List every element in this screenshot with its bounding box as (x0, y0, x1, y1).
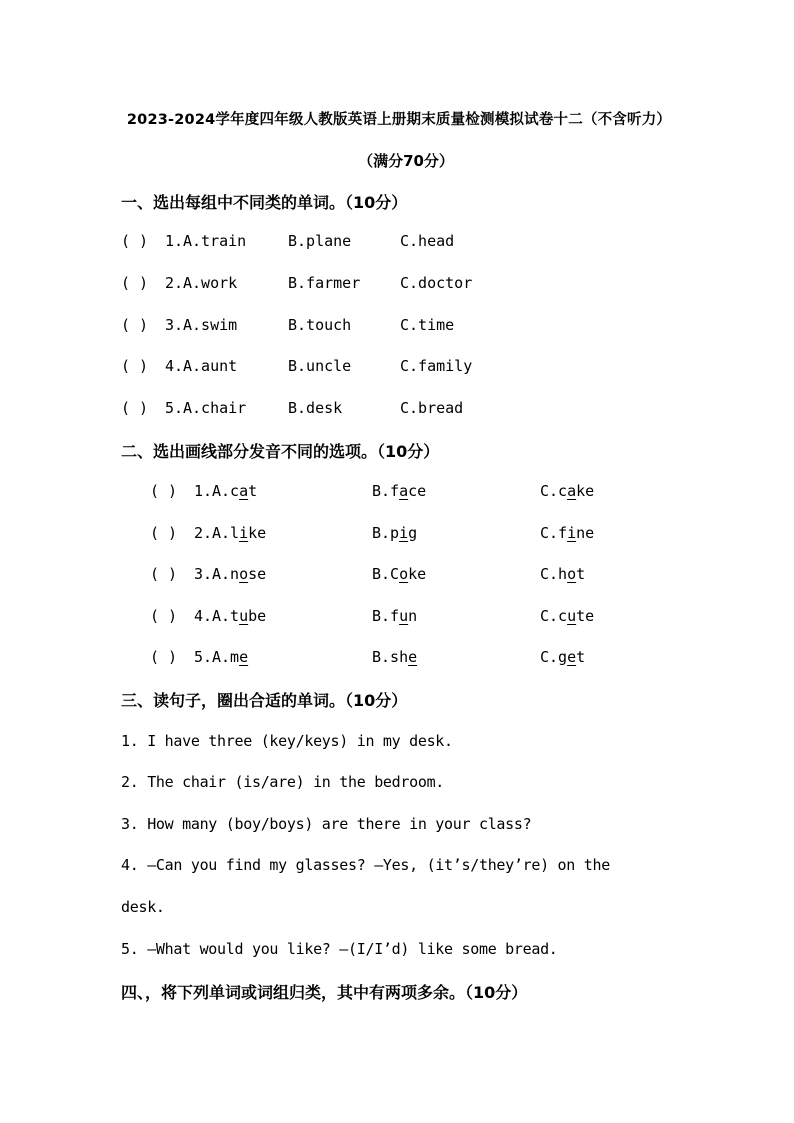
option-c: C.family (400, 357, 473, 375)
option-a: A.swim (183, 316, 238, 334)
option-a: A.train (183, 232, 247, 250)
option-c: C.hot (540, 565, 586, 583)
item-number: 5. (194, 648, 213, 666)
option-b: B.she (372, 648, 418, 666)
option-b: B.pig (372, 524, 418, 542)
sentence-1: 1. I have three (key/keys) in my desk. (121, 732, 453, 750)
option-a: A.aunt (183, 357, 238, 375)
item-number: 1. (194, 482, 213, 500)
option-c: C.fine (540, 524, 595, 542)
option-c: C.cute (540, 607, 595, 625)
answer-bracket[interactable]: ( ) (121, 357, 149, 375)
option-c: C.time (400, 316, 455, 334)
sentence-5: 5. —What would you like? —(I/I’d) like some bread. (121, 940, 558, 958)
option-b: B.desk (288, 399, 343, 417)
answer-bracket[interactable]: ( ) (150, 565, 178, 583)
option-b: B.plane (288, 232, 352, 250)
option-c: C.bread (400, 399, 464, 417)
item-number: 2. (194, 524, 213, 542)
section1-heading: 一、选出每组中不同类的单词。（10分） (121, 193, 408, 212)
option-c: C.doctor (400, 274, 473, 292)
section3-heading: 三、读句子，圈出合适的单词。（10分） (121, 691, 408, 710)
option-c: C.get (540, 648, 586, 666)
answer-bracket[interactable]: ( ) (121, 399, 149, 417)
item-number: 4. (165, 357, 184, 375)
sentence-2: 2. The chair (is/are) in the bedroom. (121, 773, 445, 791)
answer-bracket[interactable]: ( ) (121, 232, 149, 250)
option-a: A.cat (212, 482, 258, 500)
option-a: A.nose (212, 565, 267, 583)
section2-heading: 二、选出画线部分发音不同的选项。（10分） (121, 442, 440, 461)
answer-bracket[interactable]: ( ) (150, 648, 178, 666)
answer-bracket[interactable]: ( ) (121, 316, 149, 334)
item-number: 2. (165, 274, 184, 292)
option-b: B.fun (372, 607, 418, 625)
option-b: B.uncle (288, 357, 352, 375)
sentence-4: 4. —Can you find my glasses? —Yes, (it’s/they’re) on the (121, 856, 610, 874)
item-number: 3. (194, 565, 213, 583)
option-a: A.me (212, 648, 249, 666)
answer-bracket[interactable]: ( ) (150, 524, 178, 542)
page-title: 2023-2024学年度四年级人教版英语上册期末质量检测模拟试卷十二（不含听力） (126, 112, 672, 128)
option-a: A.chair (183, 399, 247, 417)
answer-bracket[interactable]: ( ) (150, 607, 178, 625)
item-number: 4. (194, 607, 213, 625)
option-a: A.like (212, 524, 267, 542)
option-b: B.touch (288, 316, 352, 334)
answer-bracket[interactable]: ( ) (150, 482, 178, 500)
section4-heading: 四、，将下列单词或词组归类，其中有两项多余。（10分） (121, 983, 528, 1002)
option-a: A.work (183, 274, 238, 292)
option-a: A.tube (212, 607, 267, 625)
sentence-4-continued: desk. (121, 898, 165, 916)
item-number: 5. (165, 399, 184, 417)
option-c: C.head (400, 232, 455, 250)
option-b: B.face (372, 482, 427, 500)
item-number: 1. (165, 232, 184, 250)
sentence-3: 3. How many (boy/boys) are there in your class? (121, 815, 532, 833)
answer-bracket[interactable]: ( ) (121, 274, 149, 292)
option-b: B.farmer (288, 274, 361, 292)
option-b: B.Coke (372, 565, 427, 583)
item-number: 3. (165, 316, 184, 334)
page-subtitle: （满分70分） (358, 152, 454, 170)
option-c: C.cake (540, 482, 595, 500)
